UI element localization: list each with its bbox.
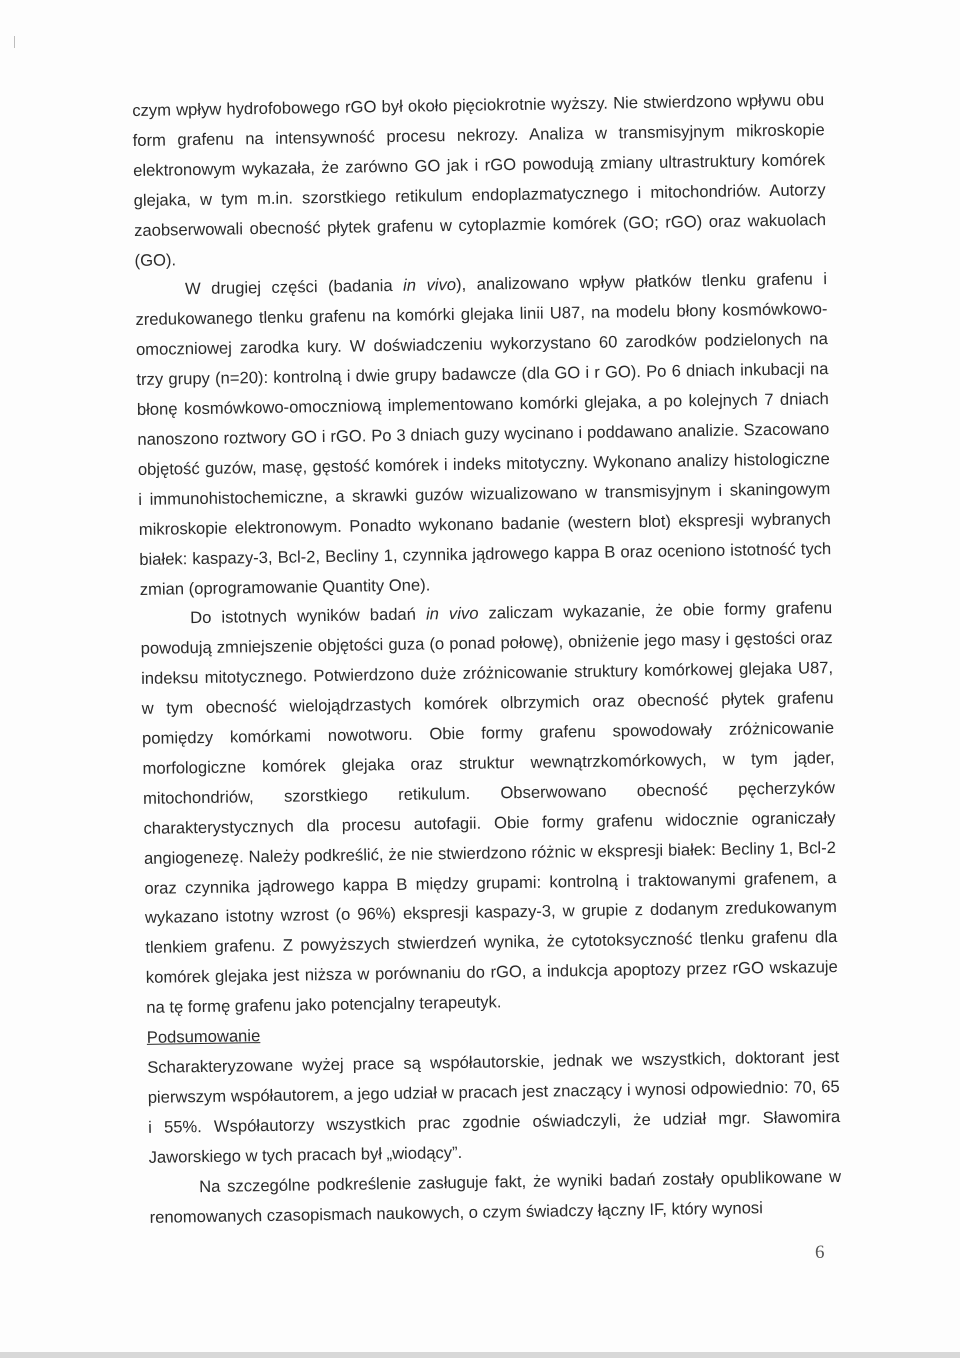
- paragraph-2: [135, 265, 832, 605]
- paragraph-3-italic: in vivo: [425, 604, 479, 624]
- paragraph-4: Scharakteryzowane wyżej prace są współautorskie, jednak we wszystkich, doktorant jest pierwszym współautorem, a jego udział w pracach jest znaczący i wynosi odpowiednio: 70, 65 i 55%. Współautorzy wszystkich prac zgodnie oświadczyli, że udział mgr. Sławomira Jaworskiego w tych pracach był „wiodący”.: [147, 1047, 841, 1167]
- page-number: 6: [815, 1242, 825, 1263]
- scan-margin-mark: [14, 36, 15, 48]
- scan-bottom-edge: [0, 1352, 960, 1358]
- paragraph-2-italic: in vivo: [402, 275, 457, 296]
- paragraph-1: czym wpływ hydrofobowego rGO był około pięciokrotnie wyższy. Nie stwierdzono wpływu obu form grafenu na intensywność procesu nekrozy. Analiza w transmisyjnym mikroskopie elektronowym wykazała, że zarówno GO jak i rGO powodują zmiany ultrastruktury komórek glejaka, w tym m.in. szorstkiego retikulum endoplazmatycznego i mitochondriów. Autorzy zaobserwowali obecność płytek grafenu w cytoplazmie komórek (GO; rGO) oraz wakuolach (GO).: [132, 90, 827, 270]
- paragraph-3-text-a: Do istotnych wyników badań: [190, 604, 427, 628]
- paragraph-2-text-b: ), analizowano wpływ płatków tlenku grafenu i zredukowanego tlenku grafenu na komórki glejaka linii U87, na modelu błony kosmówkowo-omoczniowej zarodka kury. W doświadczeniu wykorzystano 60 zarodków podzielonych na trzy grupy (n=20): kontrolną i dwie grupy badawcze (dla GO i r GO). Po 6 dniach inkubacji na błonę kosmówkowo-omoczniową implementowano komórki glejaka, a po kolejnych 7 dniach nanoszono roztwory GO i rGO. Po 3 dniach guzy wycinano i poddawano analizie. Szacowano objętość guzów, masę, gęstość komórek i indeks mitotyczny. Wykonano analizy histologiczne i immunohistochemiczne, a skrawki guzów wizualizowano w transmisyjnym i skaningowym mikroskopie elektronowym. Ponadto wykonano badanie (western blot) ekspresji wybranych białek: kaspazy-3, Bcl-2, Becliny 1, czynnika jądrowego kappa B oraz oceniono istotność tych zmian (oprogramowanie Quantity One).: [135, 269, 832, 599]
- paragraph-3-text-b: zaliczam wykazanie, że obie formy grafenu powodują zmniejszenie objętości guza (o ponad połowę), obniżenie jego masy i gęstości oraz indeksu mitotycznego. Potwierdzono duże zróżnicowanie struktury komórkowej glejaka U87, w tym obecność wielojądrzastych komórek olbrzymich oraz obecność płytek grafenu pomiędzy komórkami nowotworu. Obie formy grafenu spowodowały zróżnicowanie morfologiczne komórek glejaka oraz struktur wewnątrzkomórkowych, w tym jąder, mitochondriów, szorstkiego retikulum. Obserwowano obecność pęcherzyków charakterystycznych dla procesu autofagii. Obie formy grafenu widocznie ograniczały angiogenezę. Należy podkreślić, że nie stwierdzono różnic w ekspresji białek: Becliny 1, Bcl-2 oraz czynnika jądrowego kappa B między grupami: kontrolną i traktowanymi grafenem, a wykazano istotny wzrost (o 96%) ekspresji kaspazy-3, w grupie z dodanym zredukowanym tlenkiem grafenu. Z powyższych stwierdzeń wynika, że cytotoksyczność tlenku grafenu dla komórek glejaka jest niższa w porównaniu do rGO, a indukcja apoptozy przez rGO wskazuje na tę formę grafenu jako potencjalny terapeutyk.: [140, 598, 838, 1018]
- body-text: [132, 85, 842, 1232]
- paragraph-2-text-a: W drugiej części (badania: [184, 276, 404, 299]
- paragraph-5: Na szczególne podkreślenie zasługuje fakt, że wyniki badań zostały opublikowane w renomowanych czasopismach naukowych, o czym świadczy łączny IF, który wynosi: [149, 1166, 842, 1227]
- section-heading-podsumowanie: Podsumowanie: [146, 1026, 261, 1047]
- paragraph-3: [140, 593, 838, 1023]
